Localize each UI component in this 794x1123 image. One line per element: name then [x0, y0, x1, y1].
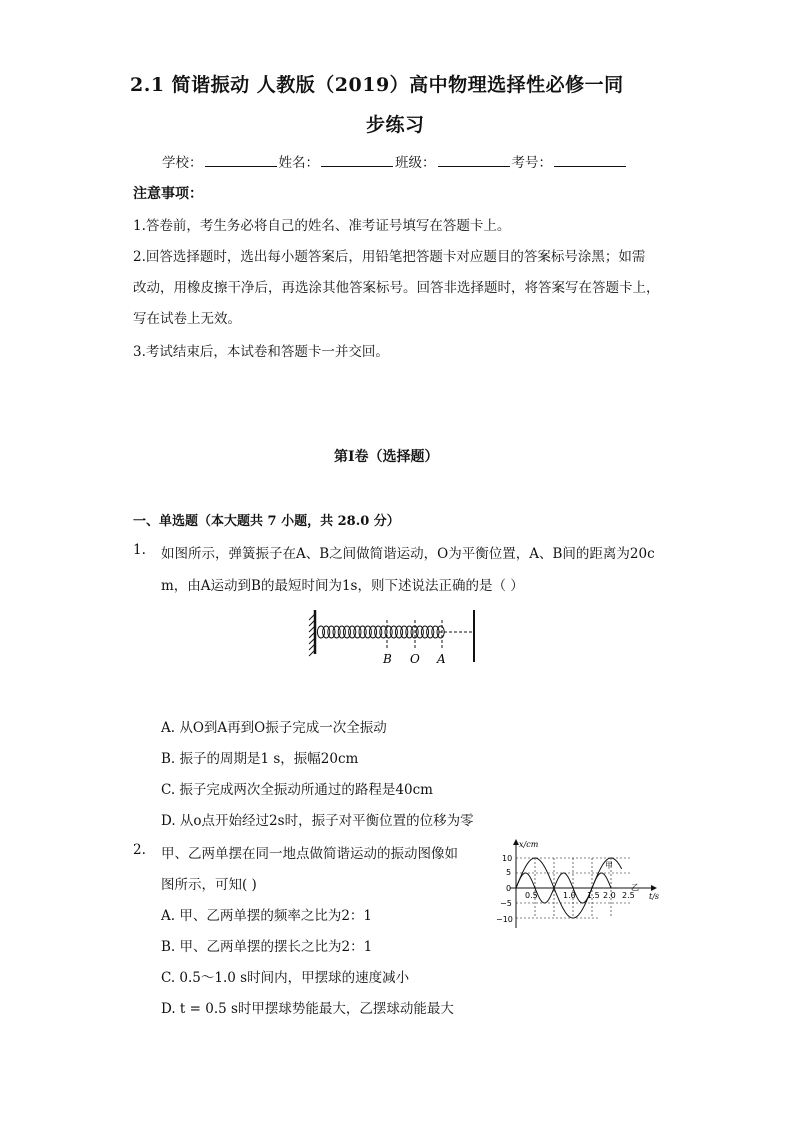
q1-option-b: B. 振子的周期是1 s，振幅20cm [161, 751, 359, 767]
notice-item-2-line3: 写在试卷上无效。 [133, 311, 241, 327]
doc-title-line1: 2.1 简谐振动 人教版（2019）高中物理选择性必修一同 [130, 74, 624, 96]
class-blank [438, 154, 510, 167]
name-label: 姓名： [278, 155, 319, 171]
label-o: O [410, 652, 420, 666]
ytick-5: 5 [506, 868, 512, 877]
notice-heading: 注意事项： [133, 186, 203, 202]
xtick-1-5: 1.5 [587, 891, 600, 900]
label-yi: 乙 [631, 883, 639, 892]
info-line [162, 151, 628, 171]
q1-option-a: A. 从O到A再到O振子完成一次全振动 [161, 720, 387, 736]
label-b: B [383, 652, 392, 666]
part1-heading: 第Ⅰ卷（选择题） [334, 449, 439, 465]
ytick-0: 0 [506, 884, 512, 893]
x-axis-label: t/s [649, 892, 660, 901]
q2-option-b: B. 甲、乙两单摆的摆长之比为2：1 [161, 939, 373, 955]
q2-option-a: A. 甲、乙两单摆的频率之比为2：1 [161, 908, 373, 924]
q2-number: 2. [133, 842, 146, 858]
xtick-2-0: 2.0 [603, 891, 616, 900]
label-a: A [437, 652, 446, 666]
q1-number: 1. [133, 542, 146, 558]
ytick-10: 10 [502, 854, 513, 863]
q2-option-c: C. 0.5～1.0 s时间内，甲摆球的速度减小 [161, 970, 410, 986]
y-axis-label: x/cm [519, 840, 539, 849]
q1-option-d: D. 从o点开始经过2s时，振子对平衡位置的位移为零 [161, 813, 474, 829]
doc-title-line2: 步练习 [366, 114, 425, 136]
xtick-2-5: 2.5 [622, 891, 635, 900]
q2-option-d: D. t = 0.5 s时甲摆球势能最大，乙摆球动能最大 [161, 1001, 454, 1017]
q1-option-c: C. 振子完成两次全振动所通过的路程是40cm [161, 782, 433, 798]
xtick-1-0: 1.0 [563, 891, 576, 900]
number-label: 考号： [511, 155, 552, 171]
class-label: 班级： [395, 155, 436, 171]
q2-vibration-graph [490, 836, 670, 932]
school-blank [205, 154, 277, 167]
notice-item-2-line1: 2.回答选择题时，选出每小题答案后，用铅笔把答题卡对应题目的答案标号涂黑；如需 [133, 249, 646, 265]
notice-item-3: 3.考试结束后，本试卷和答题卡一并交回。 [133, 344, 389, 360]
q2-stem-line1: 甲、乙两单摆在同一地点做简谐运动的振动图像如 [161, 846, 458, 862]
ytick-minus5: −5 [500, 899, 512, 908]
school-label: 学校： [162, 155, 203, 171]
q1-stem-line1: 如图所示，弹簧振子在A、B之间做简谐运动，O为平衡位置，A、B间的距离为20c [161, 546, 655, 562]
spring-coils [317, 626, 444, 638]
ytick-minus10: −10 [496, 915, 513, 924]
section1-heading: 一、单选题（本大题共 7 小题，共 28.0 分） [133, 514, 400, 529]
q2-stem-line2: 图所示，可知( ) [161, 877, 257, 893]
number-blank [554, 154, 626, 167]
label-jia: 甲 [605, 861, 613, 870]
xtick-0-5: 0.5 [525, 891, 538, 900]
q1-spring-figure [305, 606, 485, 668]
notice-item-1: 1.答卷前，考生务必将自己的姓名、准考证号填写在答题卡上。 [133, 218, 511, 234]
name-blank [321, 154, 393, 167]
notice-item-2-line2: 改动，用橡皮擦干净后，再选涂其他答案标号。回答非选择题时，将答案写在答题卡上， [133, 280, 660, 296]
q1-stem-line2: m，由A运动到B的最短时间为1s，则下述说法正确的是（ ） [161, 578, 524, 594]
